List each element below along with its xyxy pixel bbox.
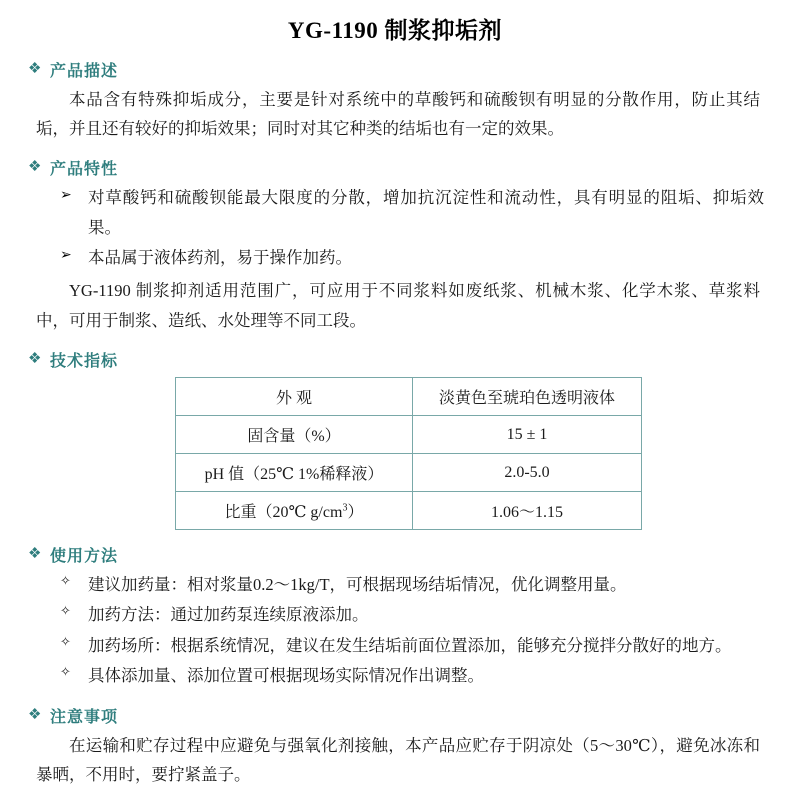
table-row [176, 416, 642, 454]
diamond-bullet-icon: ❖ [28, 546, 42, 563]
section-title-precautions: 注意事项 [50, 708, 119, 726]
feature-text: 本品属于液体药剂，易于操作加药。 [88, 248, 352, 268]
list-item [60, 600, 764, 629]
list-item [60, 661, 764, 690]
features-list [60, 183, 764, 272]
document-page [0, 17, 790, 807]
spec-name: 固含量（%） [176, 416, 413, 454]
open-diamond-bullet-icon: ✧ [60, 604, 71, 620]
usage-text: 加药场所：根据系统情况，建议在发生结垢前面位置添加，能够充分搅拌分散好的地方。 [88, 635, 732, 655]
feature-text: 对草酸钙和硫酸钡能最大限度的分散，增加抗沉淀性和流动性，具有明显的阻垢、抑垢效果。 [88, 188, 764, 237]
bottom-spacer [0, 789, 790, 797]
arrow-bullet-icon: ➢ [60, 247, 72, 264]
section-header-precautions [28, 704, 790, 727]
list-item [60, 631, 764, 660]
spec-value: 1.06～1.15 [413, 492, 642, 530]
section-header-features [28, 156, 790, 179]
section-header-specs [28, 348, 790, 371]
spec-name: 外 观 [176, 378, 413, 416]
description-paragraph: 本品含有特殊抑垢成分，主要是针对系统中的草酸钙和硫酸钡有明显的分散作用，防止其结垢，并且还有较好的抑垢效果；同时对其它种类的结垢也有一定的效果。 [36, 89, 760, 138]
spec-table-wrapper [0, 377, 790, 530]
spec-name-text: 比重（20℃ $g/cm^3$） [224, 502, 364, 522]
open-diamond-bullet-icon: ✧ [60, 574, 71, 590]
section-title-specs: 技术指标 [50, 353, 119, 371]
page-title: YG-1190 制浆抑垢剂 [287, 18, 503, 43]
features-paragraph: YG-1190 制浆抑剂适用范围广，可应用于不同浆料如废纸浆、机械木浆、化学木浆、草浆料中，可用于制浆、造纸、水处理等不同工段。 [36, 281, 760, 330]
spec-name [176, 492, 413, 530]
open-diamond-bullet-icon: ✧ [60, 634, 71, 650]
spec-table [175, 377, 642, 530]
table-row [176, 454, 642, 492]
precautions-paragraph: 在运输和贮存过程中应避免与强氧化剂接触，本产品应贮存于阴凉处（5～30℃），避免冰冻和暴晒，不用时，要拧紧盖子。 [36, 735, 760, 784]
diamond-bullet-icon: ❖ [28, 60, 42, 77]
usage-text: 加药方法：通过加药泵连续原液添加。 [88, 605, 369, 625]
list-item [60, 183, 764, 242]
open-diamond-bullet-icon: ✧ [60, 665, 71, 681]
arrow-bullet-icon: ➢ [60, 187, 72, 204]
diamond-bullet-icon: ❖ [28, 706, 42, 723]
usage-list [60, 570, 764, 690]
list-item [60, 243, 764, 272]
section-title-features: 产品特性 [50, 161, 119, 179]
section-title-usage: 使用方法 [50, 548, 119, 566]
diamond-bullet-icon: ❖ [28, 159, 42, 176]
diamond-bullet-icon: ❖ [28, 351, 42, 368]
spec-value: 15 ± 1 [413, 416, 642, 454]
list-item [60, 570, 764, 599]
usage-text: 具体添加量、添加位置可根据现场实际情况作出调整。 [88, 666, 484, 686]
table-row [176, 378, 642, 416]
table-row [176, 492, 642, 530]
section-header-usage [28, 543, 790, 566]
section-title-description: 产品描述 [50, 62, 119, 80]
section-header-description [28, 58, 790, 81]
spec-value: 淡黄色至琥珀色透明液体 [413, 378, 642, 416]
spec-name: pH 值（25℃ 1%稀释液） [176, 454, 413, 492]
spec-value: 2.0-5.0 [413, 454, 642, 492]
usage-text: 建议加药量：相对浆量0.2～1kg/T，可根据现场结垢情况，优化调整用量。 [88, 575, 627, 595]
